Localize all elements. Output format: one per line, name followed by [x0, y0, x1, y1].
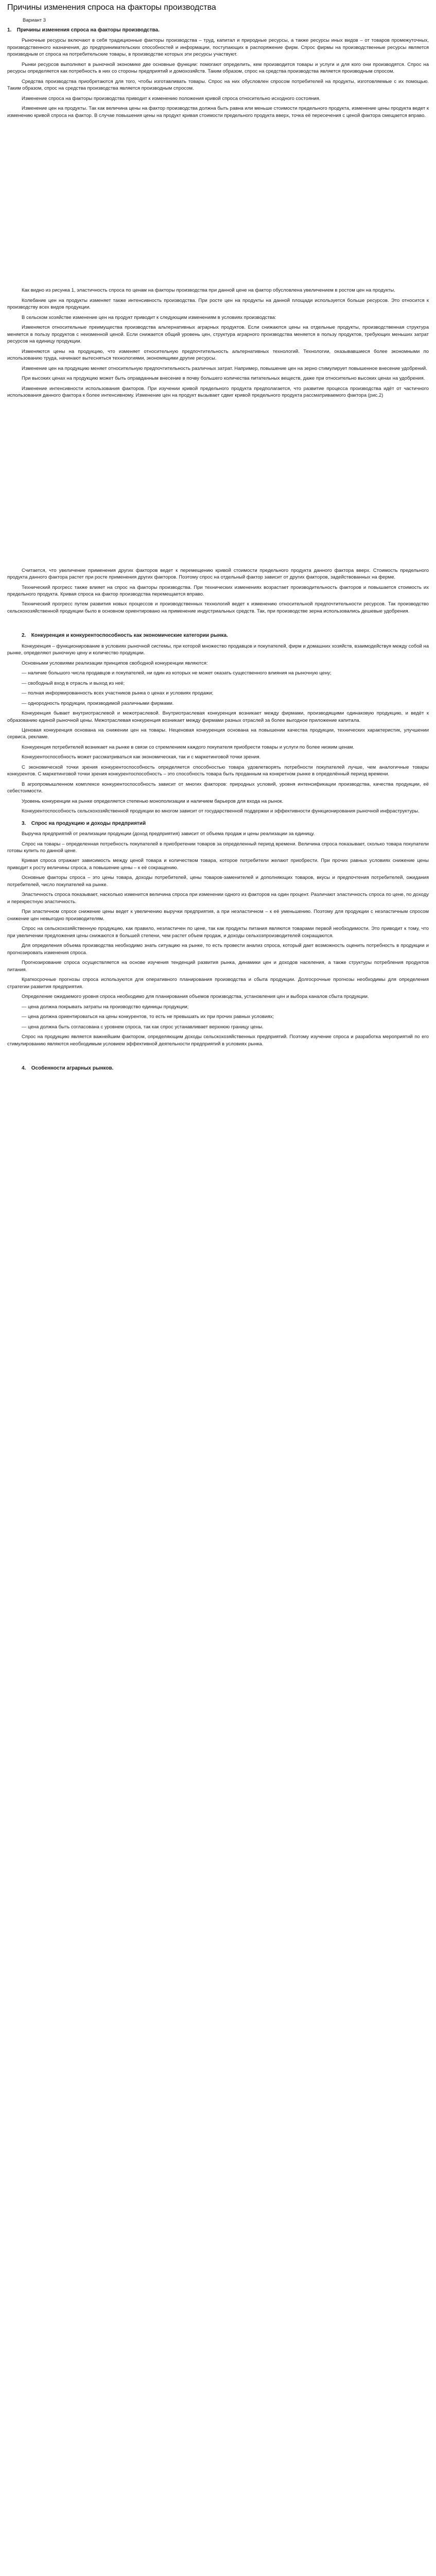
- document-page: [0, 0, 436, 1086]
- spacer: [7, 1050, 429, 1060]
- paragraph: — цена должна покрывать затраты на производство единицы продукции;: [22, 1004, 189, 1010]
- paragraph: Основные факторы спроса – это цены товара, доходы потребителей, цены товаров-заменителей и дополняющих товаров, вкусы и предпочтения потребителей, ожидания потребителей, число покупателей на рынке.: [7, 875, 429, 888]
- paragraph: Спрос на сельскохозяйственную продукцию, как правило, неэластичен по цене, так как продукты питания являются товарами первой необходимости. Это приводит к тому, что при увеличении предложения цены снижаются в большей степени, чем растет объем продаж, и доходы сельхозпроизводителей сокращаются.: [7, 926, 429, 939]
- paragraph: Кривая спроса отражает зависимость между ценой товара и количеством товара, которое потребители желают приобрести. При прочих равных условиях снижение цены приводит к росту величины спроса, а повышение цены – к её сокращению.: [7, 858, 429, 871]
- paragraph: Выручка предприятий от реализации продукции (доход предприятия) зависит от объема продаж и цены реализации за единицу.: [22, 831, 315, 837]
- paragraph: — полная информированность всех участников рынка о ценах и условиях продажи;: [22, 690, 214, 697]
- section-number: 1.: [7, 27, 12, 33]
- section-heading-4: [22, 1065, 429, 1072]
- paragraph: Считается, что увеличение применения других факторов ведет к перемещению кривой стоимости предельного продукта данного фактора вверх. Стоимость предельного продукта данного фактора растет при росте применения других факторов. Поэтому спрос на отдельный фактор зависит от других факторов, задействованных на ферме.: [7, 567, 429, 581]
- spacer: [7, 618, 429, 627]
- paragraph: Технический прогресс также влияет на спрос на факторы производства. При технических изменениях возрастает производительность факторов и повышается стоимость их предельного продукта. Кривая спроса на фактор производства перемещается вправо.: [7, 584, 429, 597]
- paragraph: Изменяются цены на продукцию, что изменяет относительную предпочтительность альтернативных технологий. Технологии, оказывавшиеся более экономными по использованию труда, начинают вытесняться технологиями, экономящими другие ресурсы.: [7, 348, 429, 362]
- paragraph: Изменение цен на продукцию меняет относительную предпочтительность различных затрат. Например, повышение цен на зерно стимулирует повышенное внесение удобрений.: [22, 365, 427, 371]
- paragraph: Рыночные ресурсы включают в себя традиционные факторы производства – труд, капитал и природные ресурсы, а также ресурсы иных видов – от товаров промежуточных, производственного назначения, до предпринимательских способностей и информации, поступающих в распоряжение фирм. Спрос фирмы на производственные ресурсы является производным от спроса на потребительские товары, в производстве которых эти ресурсы участвуют.: [7, 38, 429, 58]
- paragraph: Изменение интенсивности использования факторов. При изучении кривой предельного продукта предполагается, что развитие процесса производства идёт от частичного использования данного фактора к более интенсивному. Изменение цен на продукт вызывает сдвиг кривой предельного продукта рассматриваемого фактора (рис.2): [7, 385, 429, 399]
- section-heading-3: [22, 820, 429, 827]
- paragraph: Ценовая конкуренция основана на снижении цен на товары. Неценовая конкуренция основана на повышении качества продукции, технических характеристик, улучшении сервиса, рекламе.: [7, 727, 429, 740]
- paragraph: Изменение цен на продукты. Так как величина цены на фактор производства должна быть равна или меньше стоимости предельного продукта, изменение цены продукта ведет к изменению кривой спроса на фактор. В случае повышения цены на продукт кривая стоимости предельного продукта вверх, точка её пересечения с ценой фактора смещается вправо.: [7, 106, 429, 118]
- section-heading-text: Конкуренция и конкурентоспособность как экономические категории рынка.: [31, 633, 228, 639]
- section-heading-text: Спрос на продукцию и доходы предприятий: [31, 820, 146, 826]
- paragraph: — наличие большого числа продавцов и покупателей, ни один из которых не может оказать существенного влияния на рыночную цену;: [22, 670, 332, 676]
- paragraph: — цена должна ориентироваться на цены конкурентов, то есть не превышать их при прочих равных условиях;: [22, 1014, 274, 1020]
- paragraph: Конкурентоспособность может рассматриваться как экономическая, так и с маркетинговой точки зрения.: [22, 754, 261, 760]
- section-heading-text: Особенности аграрных рынков.: [31, 1065, 114, 1072]
- paragraph: Для определения объема производства необходимо знать ситуацию на рынке, то есть провести анализ спроса, который дает возможность оценить потребность в продукции и прогнозировать изменения спроса.: [7, 943, 429, 956]
- paragraph: Как видно из рисунка 1, эластичность спроса по ценам на факторы производства при данной цене на фактор обусловлена увеличением в ростом цен на продукты.: [22, 287, 395, 294]
- paragraph: Основными условиями реализации принципов свободной конкуренции являются:: [22, 660, 208, 666]
- paragraph: Прогнозирование спроса осуществляется на основе изучения тенденций развития рынка, динамики цен и доходов населения, а также структуры потребления продуктов питания.: [7, 960, 429, 973]
- paragraph: — цена должна быть согласована с уровнем спроса, так как спрос устанавливает верхнюю границу цены.: [22, 1024, 264, 1030]
- paragraph: Изменение спроса на факторы производства приводит к изменению положения кривой спроса относительно исходного состояния.: [22, 95, 321, 101]
- section-heading-text: Причины изменения спроса на факторы производства.: [16, 27, 160, 33]
- paragraph: Рынки ресурсов выполняют в рыночной экономике две основные функции: помогают определить, кем производится товары и услуги и для кого они производятся. Спрос на ресурсы определяется как потребность в них со стороны предприятий и домохозяйств. Таким образом, спрос на средства производства является производным спросом.: [7, 61, 429, 75]
- paragraph: Определение ожидаемого уровня спроса необходимо для планирования объемов производства, установления цен и выбора каналов сбыта продукции.: [22, 994, 369, 1000]
- paragraph: Спрос на продукцию является важнейшим фактором, определяющим доходы сельскохозяйственных предприятий. Поэтому изучение спроса и разработка мероприятий по его стимулированию являются необходимым условием эффективной деятельности предприятий в условиях рынка.: [7, 1034, 429, 1047]
- figure-placeholder: [7, 122, 429, 287]
- paragraph: Изменяются относительные преимущества производства альтернативных аграрных продуктов. Если снижаются цены на отдельные продукты, производственная структура меняется в пользу продуктов с неизменной ценой. Если снижается общий уровень цен, структура аграрного производства меняется в пользу продуктов, требующих меньших затрат ресурсов на единицу продукции.: [7, 325, 429, 345]
- paragraph: Уровень конкуренции на рынке определяется степенью монополизации и наличием барьеров для входа на рынок.: [22, 798, 284, 804]
- paragraph: С экономической точки зрения конкурентоспособность определяется способностью товара удовлетворять потребности покупателей лучше, чем аналогичные товары конкурентов. С маркетинговой точки зрения конкурентоспособность – это способность товара быть проданным на конкретном рынке в определённый период времени.: [7, 764, 429, 777]
- paragraph: Конкуренция потребителей возникает на рынке в связи со стремлением каждого покупателя приобрести товары и услуги по более низким ценам.: [22, 744, 355, 750]
- paragraph: Технический прогресс путем развития новых процессов и производственных технологий ведет к изменению относительной предпочтительности ресурсов. Так производство сельскохозяйственной продукции было в основном ориентировано на применение индустриальных средств. Так, при производстве зерна использовались дешевые удобрения.: [7, 601, 429, 614]
- paragraph: Колебание цен на продукты изменяет также интенсивность производства. При росте цен на продукты на данной площади используется больше ресурсов. Это относится к производству всех видов продукции.: [7, 297, 429, 311]
- section-number: 4.: [22, 1065, 26, 1072]
- section-heading-2: [22, 632, 429, 639]
- paragraph: Средства производства приобретаются для того, чтобы изготавливать товары. Спрос на них обусловлен спросом потребителей на продукты, изготовляемые с их помощью. Таким образом, спрос на средства производства является производным спросом.: [7, 78, 429, 92]
- figure-placeholder: [7, 402, 429, 567]
- section-number: 3.: [22, 820, 26, 826]
- section-number: 2.: [22, 633, 26, 639]
- document-title: Причины изменения спроса на факторы производства: [7, 3, 216, 12]
- paragraph: Краткосрочные прогнозы спроса используются для оперативного планирования производства и сбыта продукции. Долгосрочные прогнозы необходимы для определения стратегии развития предприятия.: [7, 977, 429, 990]
- variant-label: Вариант 3: [23, 17, 46, 23]
- paragraph: — однородность продукции, производимой различными фирмами.: [22, 700, 174, 706]
- paragraph: Эластичность спроса показывает, насколько изменится величина спроса при изменении одного из факторов на один процент. Различают эластичность спроса по цене, по доходу и перекрестную эластичность.: [7, 892, 429, 905]
- paragraph: Спрос на товары – определенная потребность покупателей в приобретении товаров за определенный период времени. Величина спроса показывает, сколько товара покупатели готовы купить по данной цене.: [7, 841, 429, 854]
- paragraph: При эластичном спросе снижение цены ведет к увеличению выручки предприятия, а при неэластичном – к её уменьшению. Поэтому для продукции с неэластичным спросом снижение цен невыгодно производителям.: [7, 909, 429, 922]
- paragraph: В агропромышленном комплексе конкурентоспособность зависит от многих факторов: природных условий, уровня интенсификации производства, качества продукции, её себестоимости.: [7, 781, 429, 794]
- paragraph: В сельском хозяйстве изменение цен на продукт приводит к следующим изменениям в условиях производства:: [22, 314, 276, 320]
- paragraph: Конкурентоспособность сельскохозяйственной продукции во многом зависит от государственной поддержки и эффективности функционирования рыночной инфраструктуры.: [22, 808, 420, 815]
- paragraph: — свободный вход в отрасль и выход из неё;: [22, 680, 125, 686]
- paragraph: Конкуренция – функционирование в условиях рыночной системы, при которой множество продавцов и покупателей, фирм и домашних хозяйств, взаимодействуя между собой на рынке, определяют рыночную цену и количество продукции.: [7, 643, 429, 656]
- section-heading-1: [7, 27, 429, 34]
- paragraph: При высоких ценах на продукцию может быть оправданным внесение в почву большего количества питательных веществ, даже при относительно высоких ценах на удобрения.: [22, 376, 425, 382]
- paragraph: Конкуренция бывает внутриотраслевой и межотраслевой. Внутриотраслевая конкуренция возникает между фирмами, производящими одинаковую продукцию, и ведёт к образованию единой рыночной цены. Межотраслевая конкуренция возникает между фирмами разных отраслей за более выгодное приложение капитала.: [7, 710, 429, 723]
